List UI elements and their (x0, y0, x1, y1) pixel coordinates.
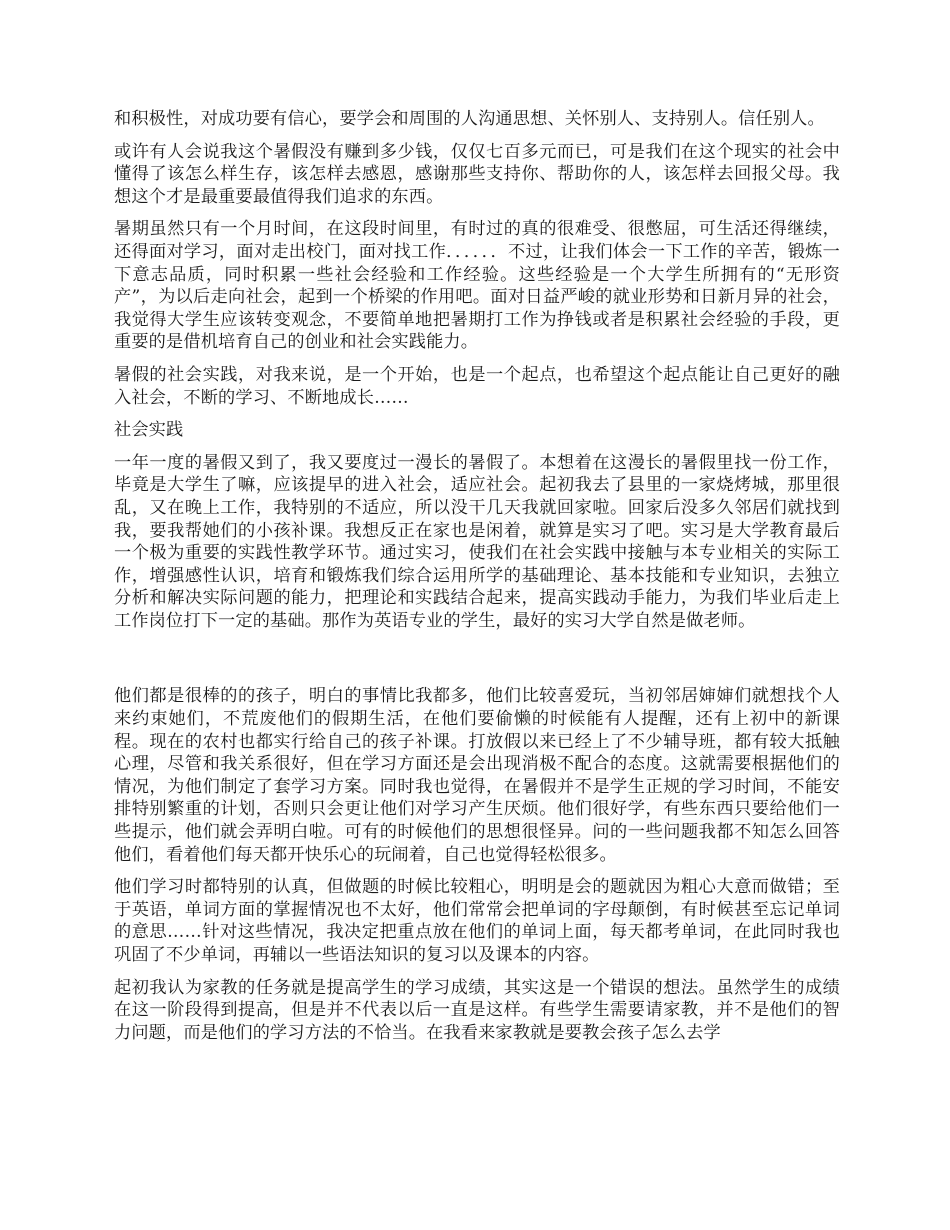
paragraph: 暑期虽然只有一个月时间，在这段时间里，有时过的真的很难受、很憋屈，可生活还得继续，还得面对学习，面对走出校门，面对找工作．．．．．．不过，让我们体会一下工作的辛苦，锻炼一下意志品质，同时积累一些社会经验和工作经验。这些经验是一个大学生所拥有的“无形资产”，为以后走向社会，起到一个桥梁的作用吧。面对日益严峻的就业形势和日新月异的社会，我觉得大学生应该转变观念，不要简单地把暑期打工作为挣钱或者是积累社会经验的手段，更重要的是借机培育自己的创业和社会实践能力。 (114, 219, 840, 353)
paragraph: 他们学习时都特别的认真，但做题的时候比较粗心，明明是会的题就因为粗心大意而做错；至于英语，单词方面的掌握情况也不太好，他们常常会把单词的字母颠倒，有时候甚至忘记单词的意思……针对这些情况，我决定把重点放在他们的单词上面，每天都考单词，在此同时我也巩固了不少单词，再辅以一些语法知识的复习以及课本的内容。 (114, 877, 840, 965)
paragraph: 起初我认为家教的任务就是提高学生的学习成绩，其实这是一个错误的想法。虽然学生的成绩在这一阶段得到提高，但是并不代表以后一直是这样。有些学生需要请家教，并不是他们的智力问题，而是他们的学习方法的不恰当。在我看来家教就是要教会孩子怎么去学 (114, 977, 840, 1043)
document-body (114, 108, 840, 1054)
paragraph: 他们都是很棒的的孩子，明白的事情比我都多，他们比较喜爱玩，当初邻居婶婶们就想找个人来约束她们，不荒废他们的假期生活，在他们要偷懒的时候能有人提醒，还有上初中的新课程。现在的农村也都实行给自己的孩子补课。打放假以来已经上了不少辅导班，都有较大抵触心理，尽管和我关系很好，但在学习方面还是会出现消极不配合的态度。这就需要根据他们的情况，为他们制定了套学习方案。同时我也觉得，在暑假并不是学生正规的学习时间，不能安排特别繁重的计划，否则只会更让他们对学习产生厌烦。他们很好学，有些东西只要给他们一些提示，他们就会弄明白啦。可有的时候他们的思想很怪异。问的一些问题我都不知怎么回答他们，看着他们每天都开快乐心的玩闹着，自己也觉得轻松很多。 (114, 686, 840, 865)
blank-spacer (114, 642, 840, 685)
paragraph: 一年一度的暑假又到了，我又要度过一漫长的暑假了。本想着在这漫长的暑假里找一份工作，毕竟是大学生了嘛，应该提早的进入社会，适应社会。起初我去了县里的一家烧烤城，那里很乱，又在晚上工作，我特别的不适应，所以没干几天我就回家啦。回家后没多久邻居们就找到我，要我帮她们的小孩补课。我想反正在家也是闲着，就算是实习了吧。实习是大学教育最后一个极为重要的实践性教学环节。通过实习，使我们在社会实践中接触与本专业相关的实际工作，增强感性认识，培育和锻炼我们综合运用所学的基础理论、基本技能和专业知识，去独立分析和解决实际问题的能力，把理论和实践结合起来，提高实践动手能力，为我们毕业后走上工作岗位打下一定的基础。那作为英语专业的学生，最好的实习大学自然是做老师。 (114, 452, 840, 631)
paragraph: 暑假的社会实践，对我来说，是一个开始，也是一个起点，也希望这个起点能让自己更好的融入社会，不断的学习、不断地成长…… (114, 364, 840, 408)
section-heading: 社会实践 (114, 420, 184, 441)
paragraph: 和积极性，对成功要有信心，要学会和周围的人沟通思想、关怀别人、支持别人。信任别人。 (114, 109, 825, 129)
paragraph: 或许有人会说我这个暑假没有赚到多少钱，仅仅七百多元而已，可是我们在这个现实的社会中懂得了该怎么样生存，该怎样去感恩，感谢那些支持你、帮助你的人，该怎样去回报父母。我想这个才是最重要最值得我们追求的东西。 (114, 141, 840, 207)
